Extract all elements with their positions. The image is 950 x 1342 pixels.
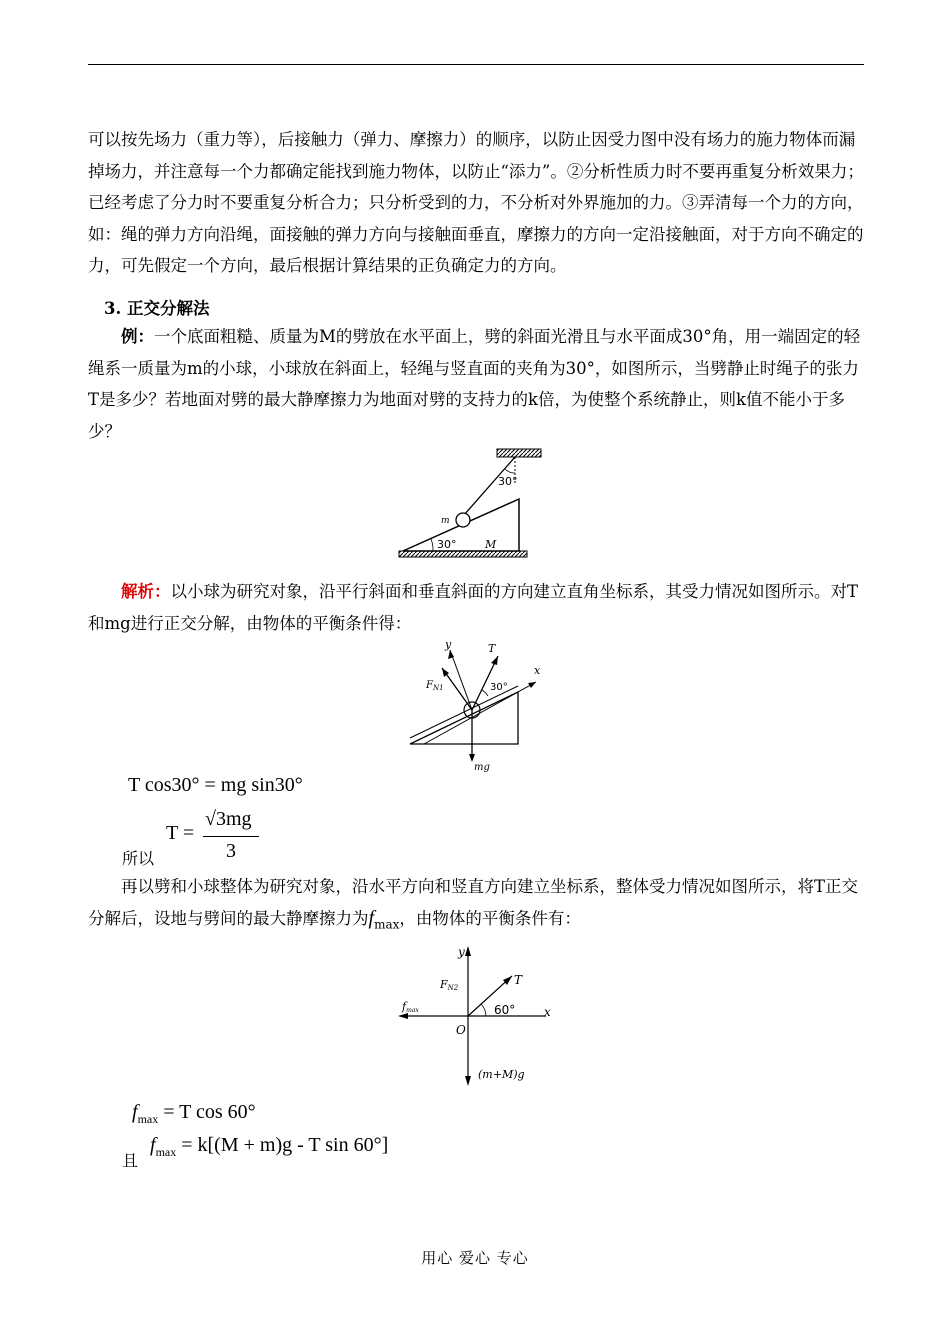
ground (399, 551, 527, 557)
fig3-FN2-subscript: N2 (447, 984, 459, 992)
eq4-rhs: = k[(M + m)g - T sin 60°] (181, 1134, 389, 1156)
fig2-FN1-symbol: F (426, 680, 433, 691)
base-angle-arc (431, 539, 433, 551)
gravity-arrowhead (469, 754, 475, 762)
x-axis-arrow (528, 682, 536, 688)
rope-angle-arc (505, 469, 515, 473)
tension-arrowhead (491, 656, 498, 665)
analysis-paragraph (88, 576, 864, 639)
example-text: 一个底面粗糙、质量为M的劈放在水平面上，劈的斜面光滑且与水平面成30°角，用一端固定的轻绳系一质量为m的小球，小球放在斜面上，轻绳与竖直面的夹角为30°，如图所示，当劈静止时绳子的张力T是多少？若地面对劈的最大静摩擦力为地面对劈的支持力的k倍，为使整个系统静止，则k值不能小于多少？ (88, 327, 861, 441)
figure-wedge-ball (395, 445, 545, 570)
whole-system-text: 再以劈和小球整体为研究对象，沿水平方向和竖直方向建立坐标系，整体受力情况如图所示，将T正交分解后，设地与劈间的最大静摩擦力为 (88, 877, 859, 928)
equation-fmax-cos (132, 1101, 256, 1127)
fig3-FN2-label (439, 978, 459, 992)
fig3-FN2-symbol: F (440, 978, 448, 991)
fig2-angle-label: 30° (490, 682, 508, 693)
therefore-label: 所以 (122, 849, 155, 868)
paragraph-force-order: 可以按先场力（重力等），后接触力（弹力、摩擦力）的顺序，以防止因受力图中没有场力的施力物体而漏掉场力，并注意每一个力都确定能找到施力物体，以防止“添力”。②分析性质力时不要再重复分析效果力；已经考虑了分力时不要重复分析合力；只分析受到的力，不分析对外界施加的力。③弄清每一个力的方向，如：绳的弹力方向沿绳，面接触的弹力方向与接触面垂直，摩擦力的方向一定沿接触面，对于方向不确定的力，可先假定一个方向，最后根据计算结果的正负确定力的方向。 (88, 130, 864, 275)
fig2-FN1-label (425, 680, 444, 692)
figure-ball-forces (404, 638, 554, 773)
fig2-angle-arc (482, 690, 488, 696)
fig3-origin-label: O (456, 1023, 466, 1037)
equation-T-denominator: 3 (226, 840, 236, 862)
eq3-f: f (132, 1101, 138, 1123)
fig3-y-label: y (458, 945, 465, 959)
whole-system-paragraph (88, 871, 864, 940)
page-footer: 用心 爱心 专心 (421, 1249, 529, 1267)
equation-T-lhs: T = (166, 822, 195, 844)
fmax-subscript: max (374, 916, 400, 931)
ball (456, 513, 470, 527)
fig3-weight-label: (m+M)g (478, 1068, 525, 1081)
equation-T-fraction-bar (203, 836, 259, 837)
fig2-y-label: y (445, 638, 452, 651)
figure-system-forces (396, 944, 561, 1089)
ceiling-block (497, 449, 541, 457)
equation-fmax-k (150, 1134, 388, 1160)
example-lead: 例： (121, 327, 154, 346)
fig3-x-label: x (544, 1005, 551, 1019)
analysis-text: 以小球为研究对象，沿平行斜面和垂直斜面的方向建立直角坐标系，其受力情况如图所示。对T和mg进行正交分解，由物体的平衡条件得： (88, 582, 859, 633)
fig2-FN1-subscript: N1 (432, 684, 444, 692)
fig3-angle-arc (481, 1004, 486, 1016)
fig1-M-label: M (485, 538, 497, 551)
fig1-angle-base-label: 30° (437, 538, 457, 551)
y-axis (450, 650, 472, 710)
fig3-angle-label: 60° (494, 1003, 516, 1017)
fig3-T-label: T (514, 973, 523, 987)
fig1-m-label: m (441, 516, 450, 526)
fig3-weight-arrowhead (465, 1076, 471, 1086)
fig3-y-arrowhead (465, 946, 471, 956)
fig3-fmax-subscript: max (406, 1007, 419, 1014)
eq3-rhs: = T cos 60° (163, 1101, 256, 1123)
fig3-fmax-symbol: f (402, 1000, 407, 1013)
fig2-T-label: T (488, 642, 496, 655)
fig2-x-label: x (534, 664, 541, 677)
equation-tension-balance: T cos30° = mg sin30° (128, 774, 303, 796)
equation-T-numerator: √3mg (205, 808, 252, 830)
section-heading: 3. 正交分解法 (104, 299, 210, 318)
eq3-sub: max (137, 1112, 159, 1126)
whole-system-text-end: ，由物体的平衡条件有： (399, 908, 581, 928)
header-rule (88, 64, 864, 65)
fmax-symbol: f (368, 906, 375, 929)
fig2-mg-label: mg (474, 762, 490, 773)
eq4-f: f (150, 1134, 156, 1156)
analysis-lead: 解析： (121, 582, 171, 601)
and-label: 且 (122, 1151, 139, 1170)
example-paragraph (88, 321, 864, 447)
eq4-sub: max (155, 1145, 177, 1159)
fig1-angle-top-label: 30° (498, 475, 518, 488)
fig3-fmax-label (401, 1000, 419, 1014)
